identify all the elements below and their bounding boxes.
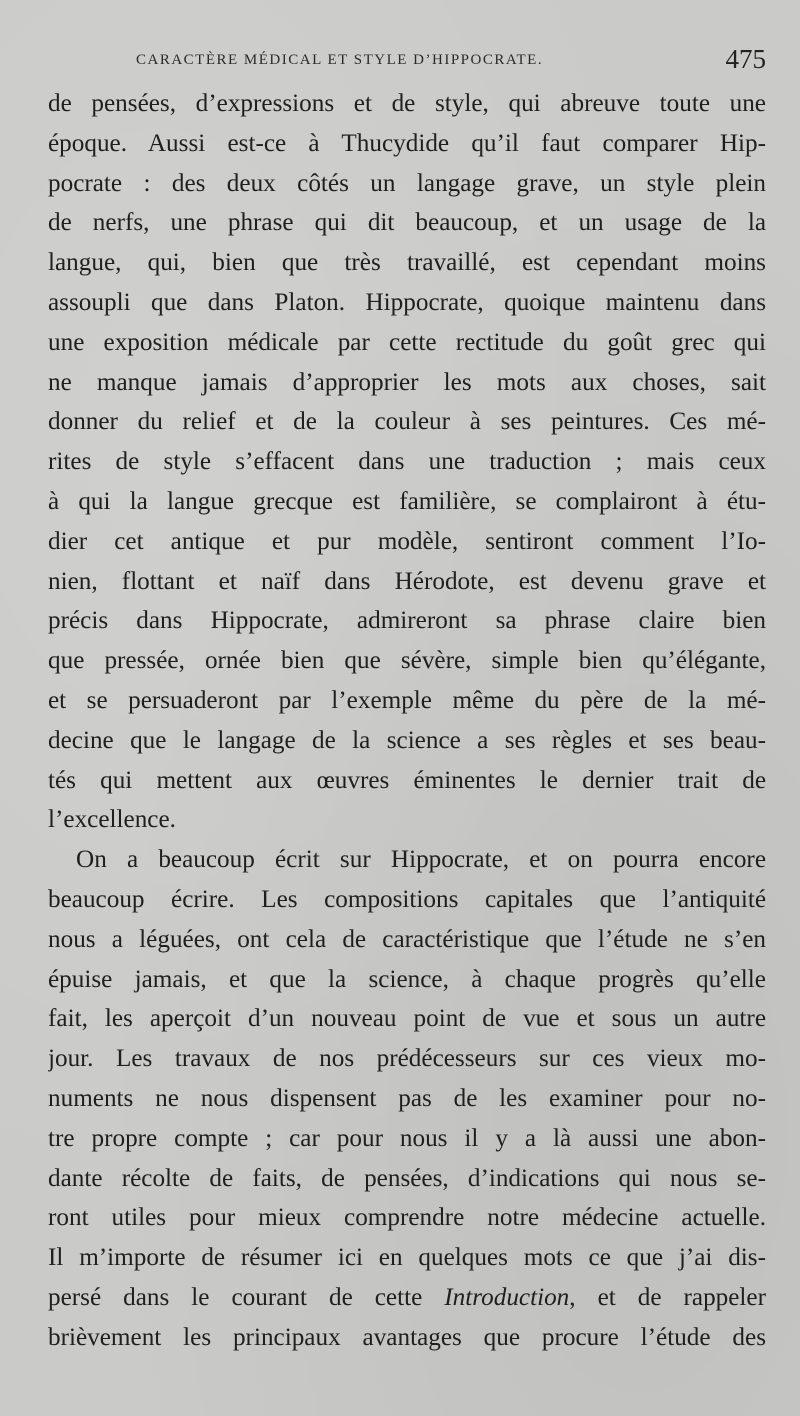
running-title: CARACTÈRE MÉDICAL ET STYLE D’HIPPOCRATE. (136, 52, 544, 68)
text-line: que pressée, ornée bien que sévère, simple bien qu’élégante, (48, 647, 766, 675)
text-line: fait, les aperçoit d’un nouveau point de vue et sous un autre (48, 1005, 766, 1033)
text-line: decine que le langage de la science a ses règles et ses beau- (48, 726, 766, 754)
text-line: une exposition médicale par cette rectitude du goût grec qui (48, 328, 766, 356)
text-line: tre propre compte ; car pour nous il y a là aussi une abon- (48, 1124, 766, 1152)
text-line: nien, flottant et naïf dans Hérodote, est devenu grave et (48, 567, 766, 595)
text-line: dier cet antique et pur modèle, sentiront comment l’Io- (48, 527, 766, 555)
text-line: ront utiles pour mieux comprendre notre médecine actuelle. (48, 1204, 766, 1232)
text-line: numents ne nous dispensent pas de les examiner pour no- (48, 1084, 766, 1112)
text-line: On a beaucoup écrit sur Hippocrate, et on pourra encore (76, 846, 766, 874)
text-line-with-italic (48, 1278, 766, 1318)
page-number: 475 (725, 44, 766, 74)
text-line: à qui la langue grecque est familière, se complairont à étu- (48, 487, 766, 515)
text-line: beaucoup écrire. Les compositions capitales que l’antiquité (48, 885, 766, 913)
text-line: langue, qui, bien que très travaillé, est cependant moins (48, 249, 766, 277)
text-line: de nerfs, une phrase qui dit beaucoup, et un usage de la (48, 209, 766, 237)
text-line: rites de style s’effacent dans une traduction ; mais ceux (48, 448, 766, 476)
text-segment: persé dans le courant de cette (48, 1283, 445, 1311)
text-line: nous a léguées, ont cela de caractéristique que l’étude ne s’en (48, 925, 766, 953)
paragraph-1 (48, 84, 766, 840)
text-line: épuise jamais, et que la science, à chaque progrès qu’elle (48, 965, 766, 993)
text-line: jour. Les travaux de nos prédécesseurs sur ces vieux mo- (48, 1045, 766, 1073)
text-line: et se persuaderont par l’exemple même du père de la mé- (48, 686, 766, 714)
text-line: brièvement les principaux avantages que procure l’étude des (48, 1323, 766, 1351)
text-segment: , et de rappeler (569, 1283, 766, 1311)
text-line: ne manque jamais d’approprier les mots aux choses, sait (48, 368, 766, 396)
page-header (48, 44, 768, 80)
italic-title: Introduction (444, 1283, 570, 1311)
text-line: époque. Aussi est-ce à Thucydide qu’il faut comparer Hip- (48, 129, 766, 157)
text-line: Il m’importe de résumer ici en quelques mots ce que j’ai dis- (48, 1244, 766, 1272)
text-line: précis dans Hippocrate, admireront sa phrase claire bien (48, 607, 766, 635)
text-line: dante récolte de faits, de pensées, d’indications qui nous se- (48, 1164, 766, 1192)
text-line: l’excellence. (48, 806, 176, 834)
text-line: donner du relief et de la couleur à ses peintures. Ces mé- (48, 408, 766, 436)
paragraph-2 (48, 840, 766, 1357)
text-line: pocrate : des deux côtés un langage grave, un style plein (48, 169, 766, 197)
text-line: tés qui mettent aux œuvres éminentes le dernier trait de (48, 766, 766, 794)
text-line: assoupli que dans Platon. Hippocrate, quoique maintenu dans (48, 288, 766, 316)
body-text (48, 84, 766, 1358)
text-line: de pensées, d’expressions et de style, qui abreuve toute une (48, 90, 766, 117)
